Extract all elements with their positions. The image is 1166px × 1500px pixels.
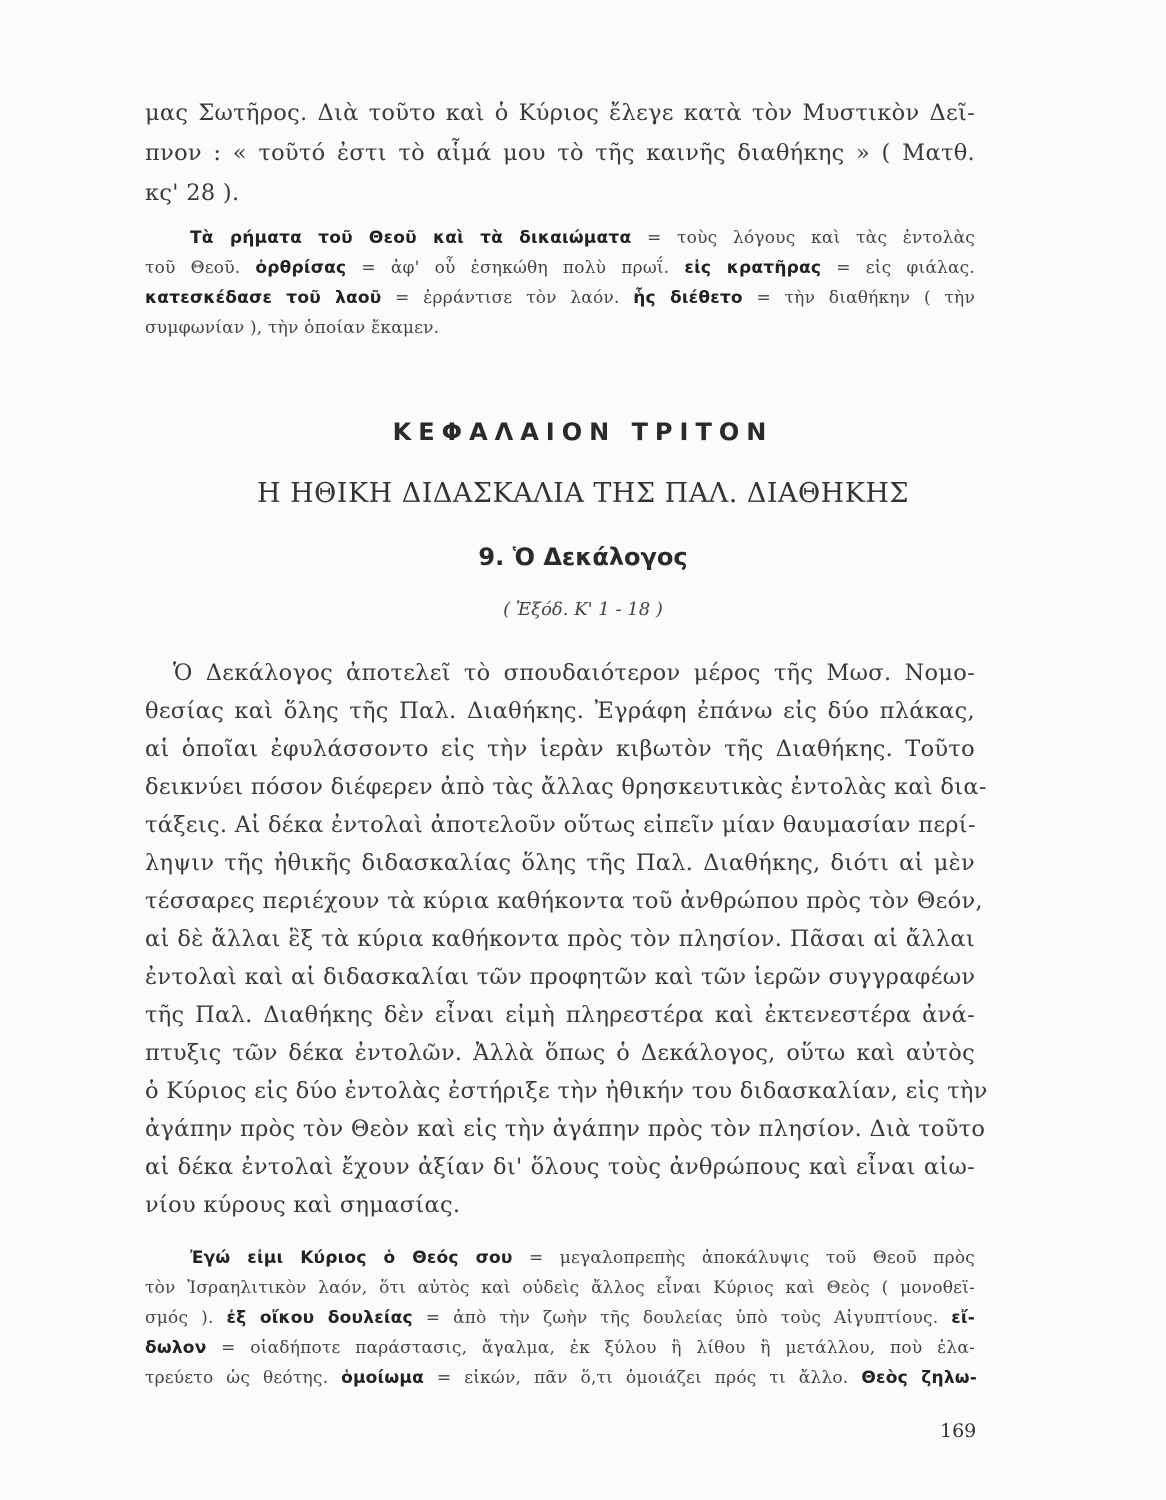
body-line: τάξεις. Αἱ δέκα ἐντολαὶ ἀποτελοῦν οὕτως εἰπεῖν μίαν θαυμασίαν περί- — [145, 812, 976, 838]
gloss-line — [145, 1278, 975, 1298]
body-line: Ὁ Δεκάλογος ἀποτελεῖ τὸ σπουδαιότερον μέρος τῆς Μωσ. Νομο- — [173, 660, 975, 686]
gloss-term: δωλον — [145, 1338, 207, 1358]
body-line: αἱ δὲ ἄλλαι ἓξ τὰ κύρια καθήκοντα πρὸς τὸν πλησίον. Πᾶσαι αἱ ἄλλαι — [145, 926, 975, 952]
page-number: 169 — [940, 1420, 977, 1442]
gloss-term: Ἐγώ εἰμι Κύριος ὁ Θεός σου — [190, 1248, 513, 1268]
gloss-term: ὀρθρίσας — [255, 258, 347, 278]
chapter-subtitle: Η ΗΘΙΚΗ ΔΙΔΑΣΚΑΛΙΑ ΤΗΣ ΠΑΛ. ΔΙΑΘΗΚΗΣ — [256, 478, 910, 509]
body-line: ληψιν τῆς ἠθικῆς διδασκαλίας ὅλης τῆς Παλ. Διαθήκης, διότι αἱ μὲν — [145, 850, 975, 876]
section-reference: ( Ἐξόδ. Κ' 1 - 18 ) — [503, 599, 663, 620]
gloss-term: κατεσκέδασε τοῦ λαοῦ — [145, 288, 382, 308]
gloss-definition: τὸν Ἰσραηλιτικὸν λαόν, ὅτι αὐτὸς καὶ οὐδεὶς ἄλλος εἶναι Κύριος καὶ Θεὸς ( μονοθεϊ- — [145, 1278, 975, 1298]
gloss-line — [145, 288, 975, 308]
body-line: ἐντολαὶ καὶ αἱ διδασκαλίαι τῶν προφητῶν καὶ τῶν ἱερῶν συγγραφέων — [145, 964, 976, 990]
gloss-definition: = τὴν διαθήκην ( τὴν — [742, 288, 975, 308]
gloss-line — [190, 228, 975, 248]
gloss-line — [145, 318, 975, 338]
body-line: νίου κύρους καὶ σημασίας. — [145, 1192, 461, 1218]
gloss-term: εἰς κρατῆρας — [684, 258, 822, 278]
gloss-term: ὁμοίωμα — [341, 1368, 424, 1388]
body-line: αἱ δέκα ἐντολαὶ ἔχουν ἀξίαν δι' ὅλους τοὺς ἀνθρώπους καὶ εἶναι αἰω- — [145, 1154, 975, 1180]
body-line: κς' 28 ). — [145, 180, 240, 206]
gloss-definition: σμός ). — [145, 1308, 227, 1328]
gloss-definition: = τοὺς λόγους καὶ τὰς ἐντολὰς — [631, 228, 975, 248]
gloss-term: ἐξ οἴκου δουλείας — [226, 1308, 413, 1328]
gloss-definition: = εἰκών, πᾶν ὅ,τι ὁμοιάζει πρός τι ἄλλο. — [423, 1368, 862, 1388]
gloss-line — [145, 258, 975, 278]
gloss-line — [145, 1308, 975, 1328]
gloss-definition: = ἀπὸ τὴν ζωὴν τῆς δουλείας ὑπὸ τοὺς Αἰγυπτίους. — [412, 1308, 952, 1328]
body-line: ἀγάπην πρὸς τὸν Θεὸν καὶ εἰς τὴν ἀγάπην πρὸς τὸν πλησίον. Διὰ τοῦτο — [145, 1116, 986, 1142]
body-line: τῆς Παλ. Διαθήκης δὲν εἶναι εἰμὴ πληρεστέρα καὶ ἐκτενεστέρα ἀνά- — [145, 1002, 975, 1028]
gloss-definition: = εἰς φιάλας. — [821, 258, 976, 278]
gloss-term: εἴ- — [951, 1308, 975, 1328]
gloss-definition: = ἀφ' οὗ ἐσηκώθη πολὺ πρωΐ. — [346, 258, 685, 278]
body-line: μας Σωτῆρος. Διὰ τοῦτο καὶ ὁ Κύριος ἔλεγε κατὰ τὸν Μυστικὸν Δεῖ- — [145, 100, 975, 126]
gloss-definition: = ἐρράντισε τὸν λαόν. — [381, 288, 634, 308]
body-line: πνον : « τοῦτό ἐστι τὸ αἷμά μου τὸ τῆς καινῆς διαθήκης » ( Ματθ. — [145, 140, 975, 166]
chapter-title: ΚΕΦΑΛΑΙΟΝ ΤΡΙΤΟΝ — [392, 418, 774, 446]
gloss-line — [145, 1338, 975, 1358]
body-line: θεσίας καὶ ὅλης τῆς Παλ. Διαθήκης. Ἐγράφη ἐπάνω εἰς δύο πλάκας, — [145, 698, 975, 724]
gloss-definition: τοῦ Θεοῦ. — [145, 258, 256, 278]
gloss-definition: συμφωνίαν ), τὴν ὁποίαν ἔκαμεν. — [145, 318, 440, 338]
gloss-definition: τρεύετο ὡς θεότης. — [145, 1368, 342, 1388]
gloss-term: ἧς διέθετο — [633, 288, 743, 308]
body-line: ὁ Κύριος εἰς δύο ἐντολὰς ἐστήριξε τὴν ἠθικήν του διδασκαλίαν, εἰς τὴν — [145, 1078, 988, 1104]
section-title: 9. Ὁ Δεκάλογος — [478, 543, 688, 571]
body-line: αἱ ὁποῖαι ἐφυλάσσοντο εἰς τὴν ἱερὰν κιβωτὸν τῆς Διαθήκης. Τοῦτο — [145, 736, 975, 762]
gloss-definition: = οἱαδήποτε παράστασις, ἄγαλμα, ἐκ ξύλου ἢ λίθου ἢ μετάλλου, ποὺ ἐλα- — [206, 1338, 975, 1358]
gloss-line — [190, 1248, 975, 1268]
gloss-definition: = μεγαλοπρεπὴς ἀποκάλυψις τοῦ Θεοῦ πρὸς — [512, 1248, 975, 1268]
body-line: τέσσαρες περιέχουν τὰ κύρια καθήκοντα τοῦ ἀνθρώπου πρὸς τὸν Θεόν, — [145, 888, 983, 914]
gloss-term: Τὰ ρήματα τοῦ Θεοῦ καὶ τὰ δικαιώματα — [190, 228, 632, 248]
body-line: δεικνύει πόσον διέφερεν ἀπὸ τὰς ἄλλας θρησκευτικὰς ἐντολὰς καὶ δια- — [145, 774, 987, 800]
body-line: πτυξις τῶν δέκα ἐντολῶν. Ἀλλὰ ὅπως ὁ Δεκάλογος, οὕτω καὶ αὐτὸς — [145, 1040, 975, 1066]
gloss-line — [145, 1368, 977, 1388]
gloss-term: Θεὸς ζηλω- — [861, 1368, 978, 1388]
